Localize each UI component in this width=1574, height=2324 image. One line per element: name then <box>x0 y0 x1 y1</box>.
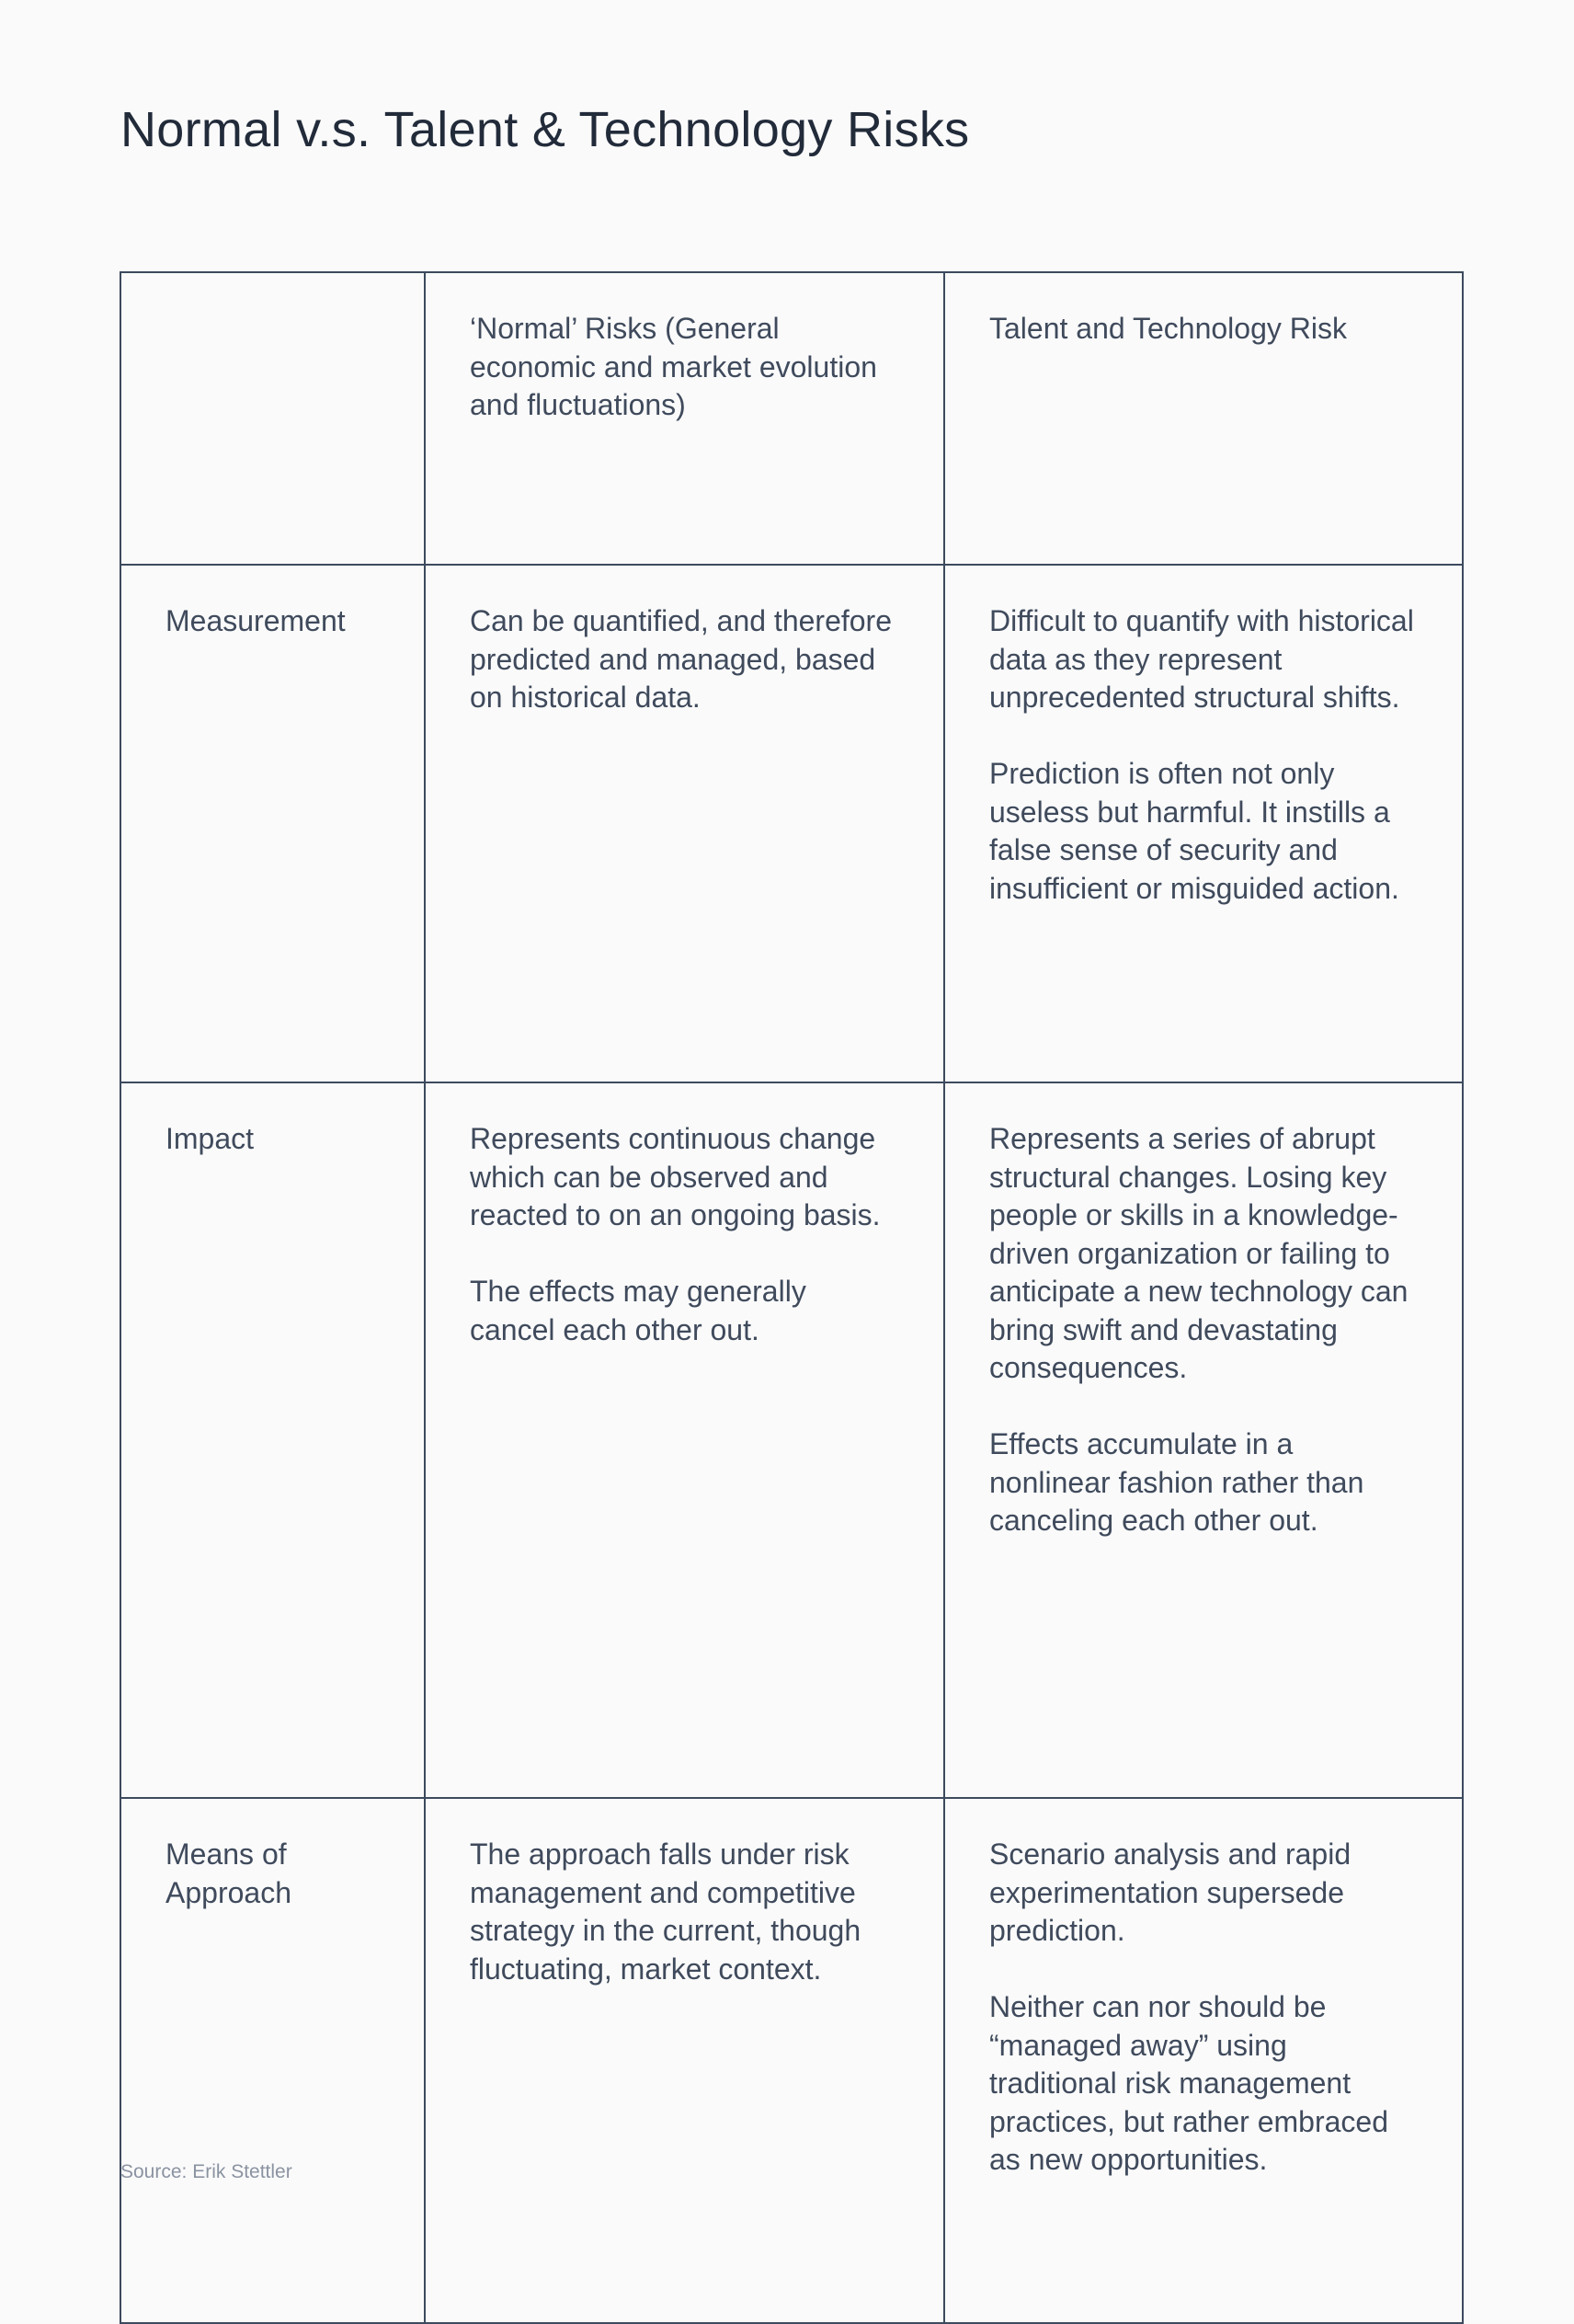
cell-paragraph: Can be quantified, and therefore predicted and managed, based on historical data. <box>470 604 892 714</box>
comparison-table <box>120 271 1464 2324</box>
header-cell-talent-technology-risk: Talent and Technology Risk <box>944 272 1463 565</box>
header-cell-normal-risks: ‘Normal’ Risks (General economic and market evolution and fluctuations) <box>425 272 944 565</box>
cell-measurement-talent-tech <box>944 565 1463 1082</box>
table-header-row <box>120 272 1463 565</box>
cell-paragraph: Difficult to quantify with historical data as they represent unprecedented structural shifts. <box>989 604 1414 714</box>
cell-paragraph: Scenario analysis and rapid experimentation supersede prediction. <box>989 1837 1352 1947</box>
cell-paragraph: Effects accumulate in a nonlinear fashion rather than canceling each other out. <box>989 1427 1364 1537</box>
cell-paragraph: Represents a series of abrupt structural changes. Losing key people or skills in a knowledge-driven organization or failing to anticipate a new technology can bring swift and devastating consequences. <box>989 1122 1409 1384</box>
page-title: Normal v.s. Talent & Technology Risks <box>120 102 970 157</box>
row-label-impact: Impact <box>120 1082 425 1798</box>
cell-means-talent-tech <box>944 1798 1463 2323</box>
source-caption: Source: Erik Stettler <box>120 2161 292 2182</box>
cell-paragraph: Prediction is often not only useless but harmful. It instills a false sense of security and insufficient or misguided action. <box>989 757 1399 905</box>
cell-impact-talent-tech <box>944 1082 1463 1798</box>
cell-means-normal <box>425 1798 944 2323</box>
cell-paragraph: The effects may generally cancel each other out. <box>470 1275 806 1346</box>
cell-paragraph: The approach falls under risk management and competitive strategy in the current, though fluctuating, market context. <box>470 1837 861 1986</box>
cell-impact-normal <box>425 1082 944 1798</box>
header-cell-empty <box>120 272 425 565</box>
cell-paragraph: Represents continuous change which can be observed and reacted to on an ongoing basis. <box>470 1122 881 1231</box>
table-row-measurement <box>120 565 1463 1082</box>
row-label-means-of-approach: Means of Approach <box>120 1798 425 2323</box>
row-label-measurement: Measurement <box>120 565 425 1082</box>
cell-measurement-normal <box>425 565 944 1082</box>
table-row-impact <box>120 1082 1463 1798</box>
cell-paragraph: Neither can nor should be “managed away” using traditional risk management practices, but rather embraced as new opportunities. <box>989 1990 1388 2176</box>
table-row-means-of-approach <box>120 1798 1463 2323</box>
